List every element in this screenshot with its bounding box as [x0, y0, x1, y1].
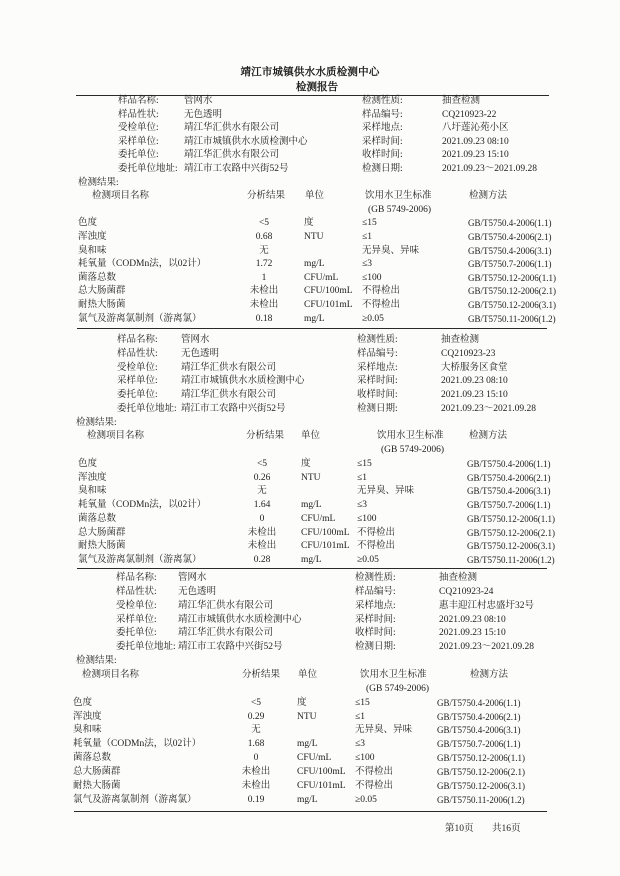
cell-standard: 不得检出 — [355, 766, 394, 777]
receipt-time-value: 2021.09.23 15:10 — [439, 628, 506, 639]
inspected-unit-value: 靖江华汇供水有限公司 — [181, 362, 277, 373]
cell-method: GB/T5750.11-2006(1.2) — [467, 555, 555, 565]
sample-number-label: 样品编号: — [357, 348, 398, 359]
info-row — [0, 163, 620, 177]
cell-unit: NTU — [297, 711, 317, 722]
cell-item: 耐热大肠菌 — [78, 300, 126, 310]
cell-standard: 不得检出 — [362, 286, 401, 297]
cell-result: 无 — [251, 725, 261, 736]
cell-method: GB/T5750.12-2006(1.1) — [467, 513, 555, 524]
cell-result: 1.64 — [253, 500, 271, 510]
receipt-time-value: 2021.09.23 15:10 — [441, 390, 508, 400]
cell-method: GB/T5750.4-2006(2.1) — [437, 711, 521, 722]
sampling-time-value: 2021.09.23 08:10 — [441, 376, 508, 387]
row-thermotolerant-coliforms — [0, 540, 620, 554]
cell-result: 1.72 — [255, 259, 273, 270]
cell-standard: 无异臭、异味 — [362, 245, 420, 256]
cell-unit: CFU/100mL — [297, 766, 346, 777]
col-header-standard: 饮用水卫生标准 — [377, 431, 444, 442]
cell-unit: CFU/mL — [297, 753, 332, 764]
cell-result: 未检出 — [249, 300, 279, 310]
test-date-value: 2021.09.23～2021.09.28 — [442, 164, 538, 174]
info-row — [0, 334, 620, 348]
cell-unit: NTU — [301, 472, 321, 483]
sample-number-value: CQ210923-22 — [442, 109, 497, 120]
cell-item: 色度 — [78, 458, 98, 469]
cell-method: GB/T5750.12-2006(2.1) — [467, 527, 555, 538]
sampling-time-label: 采样时间: — [362, 136, 403, 147]
cell-unit: mg/L — [297, 794, 318, 805]
receipt-time-value: 2021.09.23 15:10 — [442, 150, 509, 161]
info-row — [0, 614, 620, 628]
row-turbidity — [0, 231, 620, 245]
cell-unit: CFU/100mL — [304, 286, 353, 297]
receipt-time-label: 收样时间: — [362, 150, 403, 161]
cell-item: 总大肠菌群 — [73, 766, 121, 777]
cell-item: 总大肠菌群 — [78, 527, 126, 538]
sample-appearance-value: 无色透明 — [178, 586, 217, 597]
sampling-unit-value: 靖江市城镇供水水质检测中心 — [181, 376, 305, 387]
inspected-unit-value: 靖江华汇供水有限公司 — [184, 123, 280, 134]
cell-result: 未检出 — [241, 780, 271, 791]
cell-standard: ≤1 — [357, 472, 367, 483]
cell-method: GB/T5750.12-2006(2.1) — [468, 286, 556, 297]
sampling-location-value: 惠丰迎江村忠盛圩32号 — [439, 600, 535, 611]
inspected-unit-value: 靖江华汇供水有限公司 — [178, 600, 274, 611]
sampling-unit-label: 采样单位: — [118, 136, 159, 147]
cell-item: 耗氧量（CODMn法，以02计） — [78, 259, 207, 270]
test-date-value: 2021.09.23～2021.09.28 — [441, 403, 537, 414]
info-row — [0, 95, 620, 109]
cell-standard: 无异臭、异味 — [355, 725, 413, 736]
col-header-item: 检测项目名称 — [87, 431, 145, 442]
col-header-standard: 饮用水卫生标准 — [365, 191, 432, 202]
cell-standard: ≤1 — [355, 711, 365, 722]
client-unit-label: 委托单位: — [118, 150, 159, 161]
cell-standard: 不得检出 — [357, 541, 396, 552]
sampling-location-value: 大桥服务区食堂 — [441, 362, 508, 373]
report-org-title: 靖江市城镇供水水质检测中心 — [240, 67, 380, 78]
page-current: 第10页 — [445, 824, 474, 834]
cell-unit: CFU/101mL — [304, 300, 353, 310]
cell-item: 臭和味 — [78, 245, 107, 256]
table-header-row — [0, 444, 620, 458]
info-row — [0, 362, 620, 376]
col-header-result: 分析结果 — [247, 191, 286, 202]
cell-item: 浑浊度 — [73, 711, 102, 722]
sampling-unit-label: 采样单位: — [116, 614, 157, 625]
sampling-location-label: 采样地点: — [362, 123, 403, 134]
client-address-value: 靖江市工农路中兴街52号 — [181, 403, 286, 414]
row-free-chlorine — [0, 554, 620, 568]
cell-item: 总大肠菌群 — [78, 286, 126, 297]
cell-method: GB/T5750.12-2006(2.1) — [437, 766, 525, 777]
client-unit-label: 委托单位: — [116, 628, 157, 639]
cell-item: 臭和味 — [73, 725, 102, 736]
cell-result: 0.28 — [253, 555, 271, 565]
inspected-unit-label: 受检单位: — [118, 123, 159, 134]
client-address-label: 委托单位地址: — [117, 403, 177, 414]
table-header-row — [0, 683, 620, 697]
cell-result: <5 — [250, 697, 262, 708]
cell-standard: ≤100 — [355, 753, 375, 764]
cell-method: GB/T5750.12-2006(3.1) — [437, 780, 525, 791]
cell-unit: CFU/101mL — [301, 541, 350, 552]
cell-item: 浑浊度 — [78, 472, 107, 483]
cell-item: 耗氧量（CODMn法，以02计） — [78, 500, 207, 510]
cell-method: GB/T5750.7-2006(1.1) — [468, 259, 552, 270]
row-total-coliforms — [0, 527, 620, 541]
cell-standard: ≤15 — [362, 218, 377, 229]
cell-method: GB/T5750.4-2006(1.1) — [467, 458, 551, 469]
section-divider — [77, 328, 547, 329]
sample-appearance-value: 无色透明 — [184, 109, 223, 120]
cell-unit: NTU — [304, 232, 324, 242]
row-oxygen-consumption — [0, 738, 620, 752]
test-nature-label: 检测性质: — [355, 573, 396, 583]
cell-result: 0.29 — [247, 711, 265, 722]
cell-item: 氯气及游离氯制剂（游离氯） — [78, 555, 202, 565]
row-total-coliforms — [0, 766, 620, 780]
client-address-value: 靖江市工农路中兴街52号 — [184, 164, 289, 174]
cell-unit: mg/L — [301, 555, 322, 565]
cell-method: GB/T5750.12-2006(1.1) — [468, 272, 556, 283]
cell-result: 0.68 — [255, 232, 273, 242]
inspected-unit-label: 受检单位: — [117, 362, 158, 373]
cell-item: 菌落总数 — [73, 753, 112, 764]
cell-unit: 度 — [304, 218, 314, 229]
table-header-row — [0, 190, 620, 204]
page-total: 共16页 — [492, 824, 521, 834]
info-row — [0, 389, 620, 403]
cell-unit: CFU/101mL — [297, 780, 346, 791]
cell-method: GB/T5750.7-2006(1.1) — [437, 739, 521, 750]
test-date-value: 2021.09.23～2021.09.28 — [439, 642, 535, 653]
sample-name-label: 样品名称: — [116, 573, 157, 583]
sample-number-label: 样品编号: — [355, 586, 396, 597]
cell-result: 未检出 — [247, 541, 277, 552]
results-label: 检测结果: — [78, 177, 119, 188]
sampling-unit-value: 靖江市城镇供水水质检测中心 — [178, 614, 302, 625]
cell-result: 0 — [253, 753, 259, 764]
sampling-time-value: 2021.09.23 08:10 — [442, 136, 509, 147]
col-header-item: 检测项目名称 — [92, 191, 150, 202]
sample-appearance-value: 无色透明 — [181, 348, 220, 359]
cell-method: GB/T5750.12-2006(3.1) — [468, 300, 556, 310]
section-divider — [77, 568, 547, 569]
cell-unit: 度 — [297, 697, 307, 708]
client-address-value: 靖江市工农路中兴街52号 — [178, 642, 283, 653]
sample-name-label: 样品名称: — [118, 96, 159, 106]
client-unit-label: 委托单位: — [117, 390, 158, 400]
col-header-unit: 单位 — [305, 191, 325, 202]
sampling-location-value: 八圩莲沁苑小区 — [442, 123, 509, 134]
cell-standard: ≤3 — [357, 500, 367, 510]
row-total-bacteria — [0, 752, 620, 766]
row-total-bacteria — [0, 272, 620, 286]
cell-item: 菌落总数 — [78, 272, 117, 283]
test-nature-value: 抽查检测 — [442, 96, 481, 106]
cell-result: 1 — [261, 272, 267, 283]
section-divider — [74, 811, 547, 812]
row-turbidity — [0, 711, 620, 725]
row-color — [0, 458, 620, 472]
results-label: 检测结果: — [76, 656, 117, 667]
row-thermotolerant-coliforms — [0, 299, 620, 313]
sample-appearance-label: 样品性状: — [116, 586, 157, 597]
cell-result: 1.68 — [247, 739, 265, 750]
cell-unit: mg/L — [297, 739, 318, 750]
cell-method: GB/T5750.4-2006(2.1) — [467, 472, 551, 483]
cell-standard: 不得检出 — [355, 780, 394, 791]
info-row — [0, 136, 620, 150]
info-row — [0, 403, 620, 417]
test-date-label: 检测日期: — [362, 164, 403, 174]
cell-method: GB/T5750.4-2006(3.1) — [467, 486, 551, 497]
info-row — [0, 572, 620, 586]
sampling-time-value: 2021.09.23 08:10 — [439, 614, 506, 625]
col-header-unit: 单位 — [301, 431, 321, 442]
row-oxygen-consumption — [0, 499, 620, 513]
report-subtitle: 检测报告 — [296, 82, 338, 93]
cell-item: 臭和味 — [78, 486, 107, 497]
sampling-location-label: 采样地点: — [355, 600, 396, 611]
cell-method: GB/T5750.4-2006(3.1) — [437, 725, 521, 736]
cell-item: 菌落总数 — [78, 513, 117, 524]
client-address-label: 委托单位地址: — [118, 164, 178, 174]
sampling-unit-value: 靖江市城镇供水水质检测中心 — [184, 136, 308, 147]
results-label: 检测结果: — [76, 417, 117, 428]
row-thermotolerant-coliforms — [0, 780, 620, 794]
sampling-time-label: 采样时间: — [355, 614, 396, 625]
test-nature-value: 抽查检测 — [441, 335, 480, 345]
cell-result: 未检出 — [249, 286, 279, 297]
col-header-item: 检测项目名称 — [82, 669, 140, 680]
cell-standard: ≥0.05 — [355, 794, 377, 805]
cell-item: 氯气及游离氯制剂（游离氯） — [78, 313, 202, 324]
cell-unit: CFU/100mL — [301, 527, 350, 538]
cell-result: <5 — [256, 458, 268, 469]
col-header-standard-ref: (GB 5749-2006) — [366, 683, 430, 694]
cell-standard: ≤15 — [357, 458, 372, 469]
row-odor-taste — [0, 245, 620, 259]
cell-result: 未检出 — [247, 527, 277, 538]
cell-standard: ≤15 — [355, 697, 370, 708]
cell-method: GB/T5750.4-2006(1.1) — [468, 218, 552, 229]
table-header-row — [0, 430, 620, 444]
sample-number-value: CQ210923-24 — [439, 586, 494, 597]
cell-item: 耐热大肠菌 — [78, 541, 126, 552]
row-total-coliforms — [0, 285, 620, 299]
receipt-time-label: 收样时间: — [355, 628, 396, 639]
cell-result: <5 — [258, 218, 270, 229]
info-row — [0, 348, 620, 362]
client-unit-value: 靖江华汇供水有限公司 — [184, 150, 280, 161]
cell-method: GB/T5750.4-2006(1.1) — [437, 697, 521, 708]
info-row — [0, 600, 620, 614]
row-oxygen-consumption — [0, 258, 620, 272]
cell-method: GB/T5750.11-2006(1.2) — [437, 794, 525, 805]
info-row — [0, 641, 620, 655]
col-header-method: 检测方法 — [469, 431, 508, 442]
test-date-label: 检测日期: — [357, 403, 398, 414]
row-color — [0, 217, 620, 231]
info-row — [0, 109, 620, 123]
cell-result: 无 — [259, 245, 269, 256]
cell-item: 色度 — [78, 218, 98, 229]
cell-standard: 无异臭、异味 — [357, 486, 415, 497]
cell-method: GB/T5750.12-2006(3.1) — [467, 541, 555, 552]
table-header-row — [0, 204, 620, 218]
cell-standard: 不得检出 — [362, 300, 401, 310]
test-nature-label: 检测性质: — [362, 96, 403, 106]
sample-number-value: CQ210923-23 — [441, 348, 496, 359]
cell-unit: CFU/mL — [304, 272, 339, 283]
cell-standard: ≤100 — [357, 513, 377, 524]
sampling-unit-label: 采样单位: — [117, 376, 158, 387]
col-header-standard-ref: (GB 5749-2006) — [368, 204, 432, 215]
cell-result: 0.26 — [253, 472, 271, 483]
client-unit-value: 靖江华汇供水有限公司 — [181, 390, 277, 400]
sample-appearance-label: 样品性状: — [118, 109, 159, 120]
row-odor-taste — [0, 485, 620, 499]
test-date-label: 检测日期: — [355, 642, 396, 653]
sample-name-value: 管网水 — [184, 96, 213, 106]
sample-name-label: 样品名称: — [117, 335, 158, 345]
row-turbidity — [0, 472, 620, 486]
cell-unit: mg/L — [301, 500, 322, 510]
sampling-time-label: 采样时间: — [357, 376, 398, 387]
cell-standard: ≤3 — [355, 739, 365, 750]
sample-appearance-label: 样品性状: — [117, 348, 158, 359]
cell-method: GB/T5750.7-2006(1.1) — [467, 500, 551, 510]
sample-name-value: 管网水 — [181, 335, 210, 345]
cell-result: 无 — [257, 486, 267, 497]
info-row — [0, 149, 620, 163]
col-header-result: 分析结果 — [242, 669, 281, 680]
cell-item: 耗氧量（CODMn法，以02计） — [73, 739, 202, 750]
cell-standard: ≤100 — [362, 272, 382, 283]
cell-result: 0 — [259, 513, 265, 524]
cell-standard: ≤3 — [362, 259, 372, 270]
col-header-unit: 单位 — [298, 669, 318, 680]
receipt-time-label: 收样时间: — [357, 390, 398, 400]
cell-standard: ≥0.05 — [357, 555, 379, 565]
test-nature-value: 抽查检测 — [439, 573, 478, 583]
test-nature-label: 检测性质: — [357, 335, 398, 345]
table-header-row — [0, 669, 620, 683]
cell-item: 耐热大肠菌 — [73, 780, 121, 791]
info-row — [0, 586, 620, 600]
inspected-unit-label: 受检单位: — [116, 600, 157, 611]
row-color — [0, 697, 620, 711]
info-row — [0, 122, 620, 136]
info-row — [0, 627, 620, 641]
cell-standard: 不得检出 — [357, 527, 396, 538]
cell-method: GB/T5750.12-2006(1.1) — [437, 753, 525, 764]
col-header-result: 分析结果 — [246, 431, 285, 442]
client-address-label: 委托单位地址: — [116, 642, 176, 653]
col-header-standard: 饮用水卫生标准 — [360, 669, 427, 680]
col-header-standard-ref: (GB 5749-2006) — [381, 445, 445, 455]
info-row — [0, 375, 620, 389]
cell-item: 色度 — [73, 697, 93, 708]
cell-result: 未检出 — [241, 766, 271, 777]
cell-method: GB/T5750.11-2006(1.2) — [468, 313, 556, 324]
cell-unit: mg/L — [304, 259, 325, 270]
sample-number-label: 样品编号: — [362, 109, 403, 120]
cell-unit: 度 — [301, 458, 311, 469]
sample-name-value: 管网水 — [178, 573, 207, 583]
row-free-chlorine — [0, 794, 620, 808]
cell-unit: mg/L — [304, 313, 325, 324]
client-unit-value: 靖江华汇供水有限公司 — [178, 628, 274, 639]
cell-unit: CFU/mL — [301, 513, 336, 524]
sampling-location-label: 采样地点: — [357, 362, 398, 373]
results-heading-row — [0, 655, 620, 669]
cell-item: 氯气及游离氯制剂（游离氯） — [73, 794, 197, 805]
cell-item: 浑浊度 — [78, 232, 107, 242]
row-total-bacteria — [0, 513, 620, 527]
cell-method: GB/T5750.4-2006(2.1) — [468, 232, 552, 242]
results-heading-row — [0, 417, 620, 431]
cell-method: GB/T5750.4-2006(3.1) — [468, 245, 552, 256]
col-header-method: 检测方法 — [470, 669, 509, 680]
col-header-method: 检测方法 — [469, 191, 508, 202]
cell-standard: ≥0.05 — [362, 313, 384, 324]
cell-standard: ≤1 — [362, 232, 372, 242]
cell-result: 0.19 — [247, 794, 265, 805]
cell-result: 0.18 — [255, 313, 273, 324]
row-free-chlorine — [0, 313, 620, 327]
results-heading-row — [0, 177, 620, 191]
row-odor-taste — [0, 724, 620, 738]
